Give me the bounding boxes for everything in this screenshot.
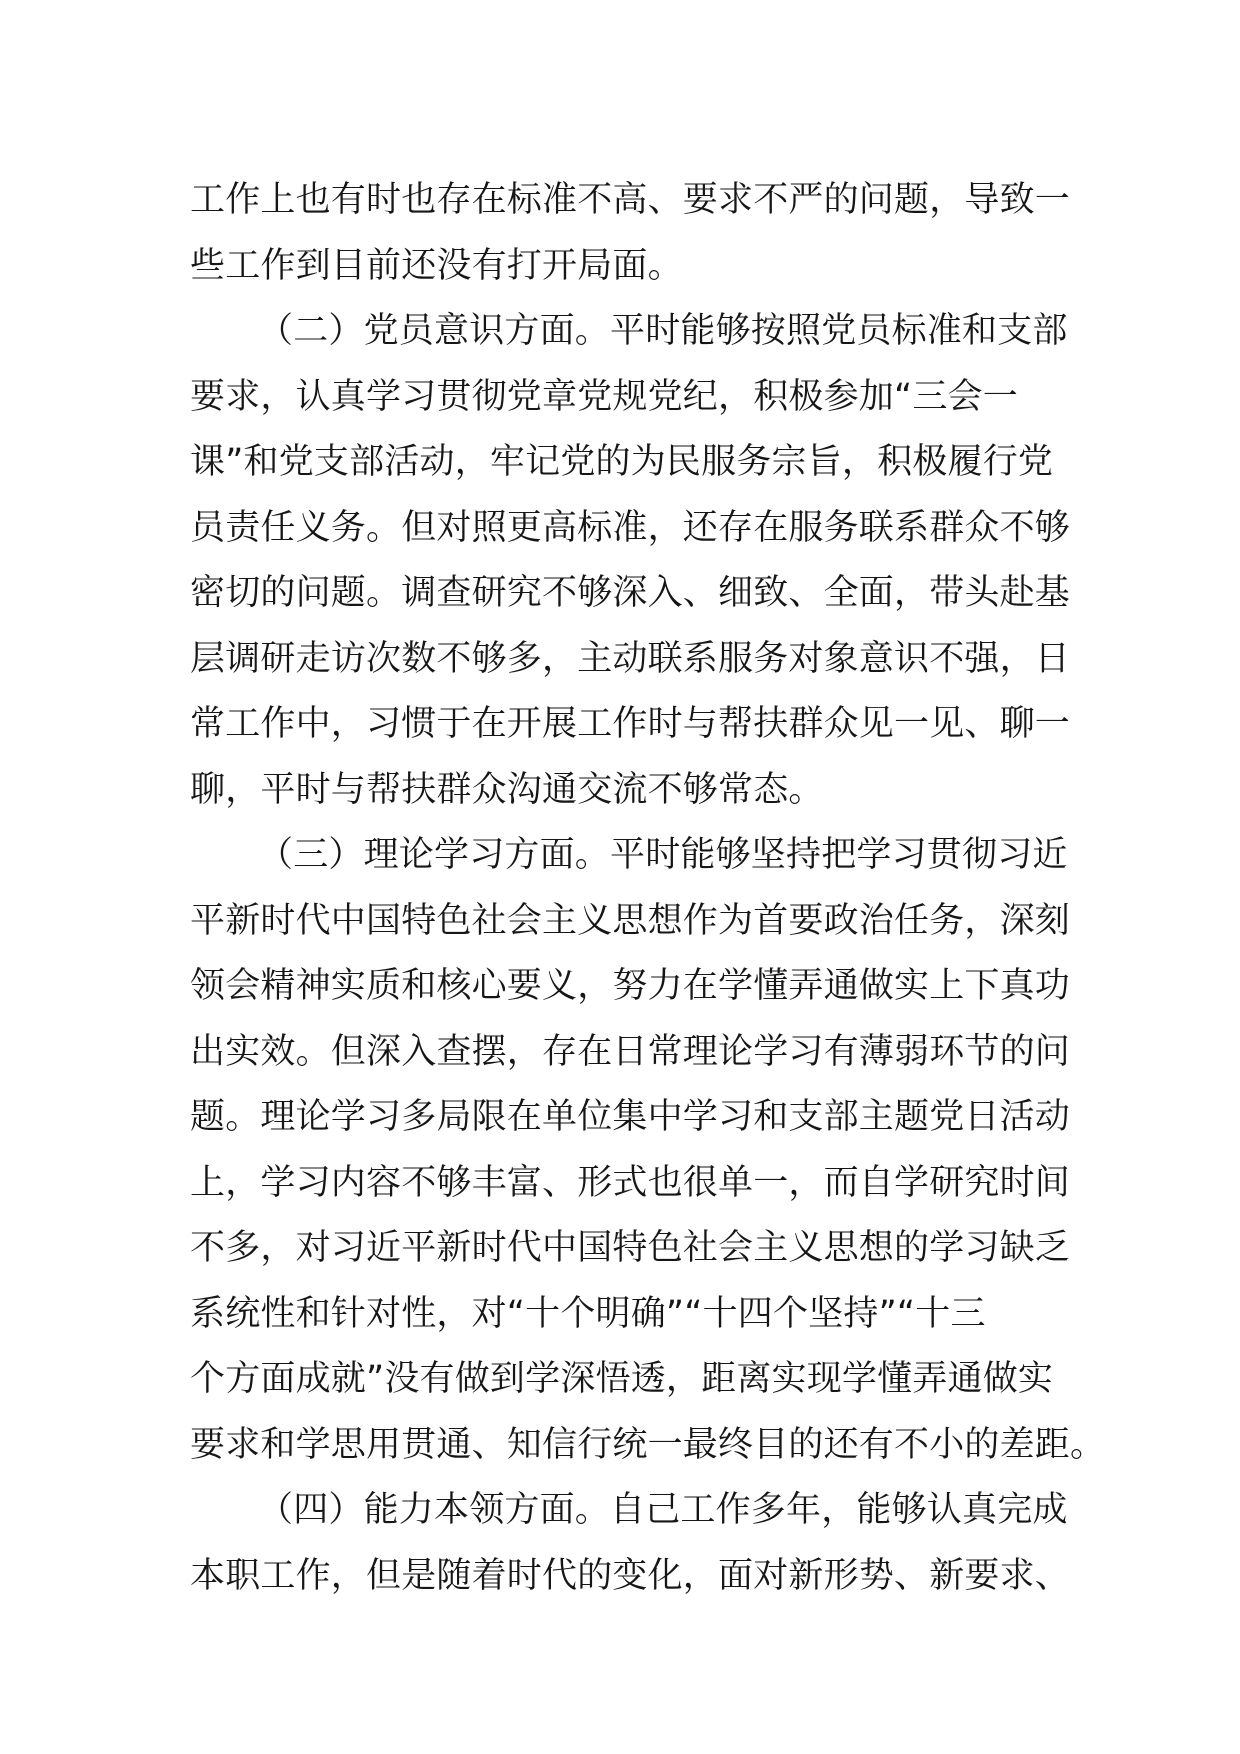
text-line-16: 上，学习内容不够丰富、形式也很单一，而自学研究时间 [190, 1162, 1071, 1203]
text-line-20: 要求和学思用贯通、知信行统一最终目的还有不小的差距。 [190, 1424, 1106, 1465]
text-line-18: 系统性和针对性，对“十个明确”“十四个坚持”“十三 [190, 1293, 986, 1334]
text-line-10: 聊，平时与帮扶群众沟通交流不够常态。 [190, 769, 824, 810]
text-line-6: 员责任义务。但对照更高标准，还存在服务联系群众不够 [190, 507, 1071, 548]
text-line-8: 层调研走访次数不够多，主动联系服务对象意识不强，日 [190, 638, 1071, 679]
text-line-2: 些工作到目前还没有打开局面。 [190, 245, 683, 286]
section-heading-ability: （四）能力本领方面。自己工作多年，能够认真完成 [258, 1490, 1068, 1530]
text-line-1: 工作上也有时也存在标准不高、要求不严的问题，导致一 [190, 180, 1071, 220]
text-line-5: 课”和党支部活动，牢记党的为民服务宗旨，积极履行党 [190, 442, 1054, 482]
text-line-13: 领会精神实质和核心要义，努力在学懂弄通做实上下真功 [190, 966, 1071, 1006]
text-line-12: 平新时代中国特色社会主义思想作为首要政治任务，深刻 [190, 900, 1071, 941]
text-line-22: 本职工作，但是随着时代的变化，面对新形势、新要求、 [190, 1555, 1071, 1596]
text-line-17: 不多，对习近平新时代中国特色社会主义思想的学习缺乏 [190, 1228, 1071, 1268]
text-line-19: 个方面成就”没有做到学深悟透，距离实现学懂弄通做实 [190, 1359, 1054, 1399]
text-line-7: 密切的问题。调查研究不够深入、细致、全面，带头赴基 [190, 573, 1071, 613]
text-line-14: 出实效。但深入查摆，存在日常理论学习有薄弱环节的问 [190, 1031, 1071, 1072]
section-heading-theory-study: （三）理论学习方面。平时能够坚持把学习贯彻习近 [258, 835, 1068, 875]
section-heading-party-awareness: （二）党员意识方面。平时能够按照党员标准和支部 [258, 311, 1068, 351]
text-line-9: 常工作中，习惯于在开展工作时与帮扶群众见一见、聊一 [190, 704, 1071, 744]
body-text [190, 168, 1106, 1609]
text-line-4: 要求，认真学习贯彻党章党规党纪，积极参加“三会一 [190, 376, 1018, 417]
text-line-15: 题。理论学习多局限在单位集中学习和支部主题党日活动 [190, 1097, 1071, 1137]
